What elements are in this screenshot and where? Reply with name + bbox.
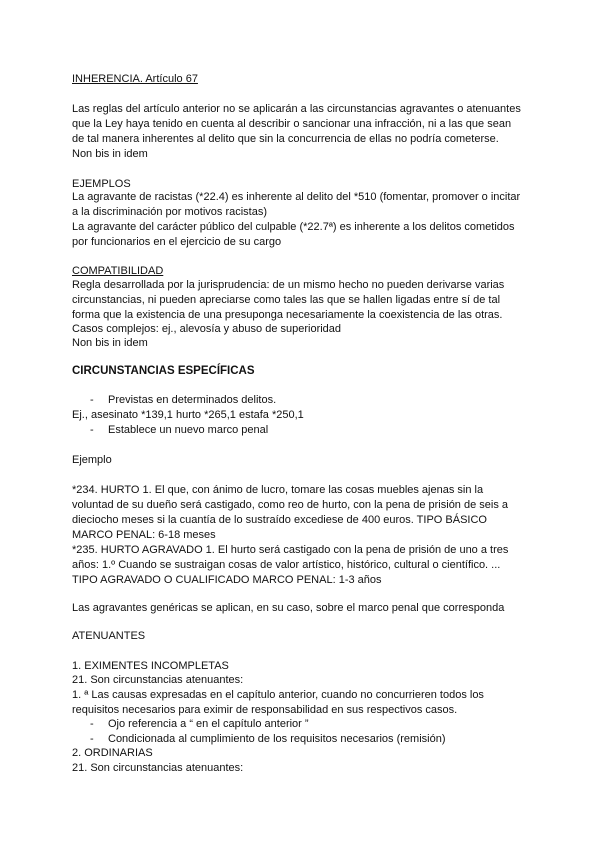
atenuantes-bullet: Condicionada al cumplimiento de los requisitos necesarios (remisión): [108, 733, 446, 745]
inherencia-line: que la Ley haya tenido en cuenta al describir o sancionar una infracción, ni a las que sean: [72, 118, 512, 130]
articulo-21: 21. Son circunstancias atenuantes:: [72, 762, 244, 774]
ejemplo-line: años: 1.º Cuando se sustraigan cosas de valor artístico, histórico, cultural o científico. ...: [72, 559, 501, 571]
especificas-bullet: Establece un nuevo marco penal: [108, 424, 269, 436]
especificas-bullet: Previstas en determinados delitos.: [108, 394, 277, 406]
ejemplo-line: TIPO AGRAVADO O CUALIFICADO MARCO PENAL: 1-3 años: [72, 574, 382, 586]
atenuantes-heading: ATENUANTES: [72, 630, 146, 642]
eximentes-title: 1. EXIMENTES INCOMPLETAS: [72, 660, 229, 672]
compatibilidad-line: circunstancias, ni pueden apreciarse como tales las que se hallen ligadas entre sí de tal: [72, 294, 501, 306]
bullet-dash: -: [90, 718, 94, 730]
inherencia-heading: INHERENCIA. Artículo 67: [72, 73, 198, 85]
ejemplo-conclusion: Las agravantes genéricas se aplican, en su caso, sobre el marco penal que corresponda: [72, 602, 505, 614]
ejemplo-line: *235. HURTO AGRAVADO 1. El hurto será castigado con la pena de prisión de uno a tres: [72, 544, 509, 556]
articulo-21: 21. Son circunstancias atenuantes:: [72, 674, 244, 686]
inherencia-line: Las reglas del artículo anterior no se aplicarán a las circunstancias agravantes o atenuantes: [72, 103, 521, 115]
inherencia-line: Non bis in idem: [72, 148, 148, 160]
compatibilidad-line: forma que la existencia de una presuponga necesariamente la coexistencia de las otras.: [72, 309, 503, 321]
ejemplo-line: MARCO PENAL: 6-18 meses: [72, 529, 216, 541]
atenuantes-rule: requisitos necesarios para eximir de responsabilidad en sus respectivos casos.: [72, 704, 458, 716]
atenuantes-rule: 1. ª Las causas expresadas en el capítulo anterior, cuando no concurrieren todos los: [72, 689, 484, 701]
ejemplos-line: por funcionarios en el ejercicio de su cargo: [72, 236, 282, 248]
compatibilidad-line: Regla desarrollada por la jurisprudencia: de un mismo hecho no pueden derivarse varias: [72, 279, 505, 291]
ejemplo-heading: Ejemplo: [72, 454, 112, 466]
ejemplo-line: *234. HURTO 1. El que, con ánimo de lucro, tomare las cosas muebles ajenas sin la: [72, 484, 484, 496]
ejemplos-heading: EJEMPLOS: [72, 178, 131, 190]
bullet-dash: -: [90, 733, 94, 745]
compatibilidad-line: Casos complejos: ej., alevosía y abuso de superioridad: [72, 323, 342, 335]
ejemplos-line: a la discriminación por motivos racistas): [72, 206, 268, 218]
ejemplo-line: voluntad de su dueño será castigado, como reo de hurto, con la pena de prisión de seis a: [72, 499, 509, 511]
compatibilidad-line: Non bis in idem: [72, 337, 148, 349]
especificas-heading: CIRCUNSTANCIAS ESPECÍFICAS: [72, 365, 255, 377]
atenuantes-bullet: Ojo referencia a “ en el capítulo anterior ”: [108, 718, 309, 730]
ordinarias-title: 2. ORDINARIAS: [72, 747, 153, 759]
bullet-dash: -: [90, 424, 94, 436]
ejemplos-line: La agravante de racistas (*22.4) es inherente al delito del *510 (fomentar, promover o incitar: [72, 191, 521, 203]
ejemplo-line: dieciocho meses si la cuantía de lo sustraído excediese de 400 euros. TIPO BÁSICO: [72, 514, 487, 526]
bullet-dash: -: [90, 394, 94, 406]
especificas-example: Ej., asesinato *139,1 hurto *265,1 estafa *250,1: [72, 409, 304, 421]
inherencia-line: de tal manera inherentes al delito que sin la concurrencia de ellas no podría cometerse.: [72, 133, 499, 145]
ejemplos-line: La agravante del carácter público del culpable (*22.7ª) es inherente a los delitos cometidos: [72, 221, 515, 233]
compatibilidad-heading: COMPATIBILIDAD: [72, 265, 164, 277]
